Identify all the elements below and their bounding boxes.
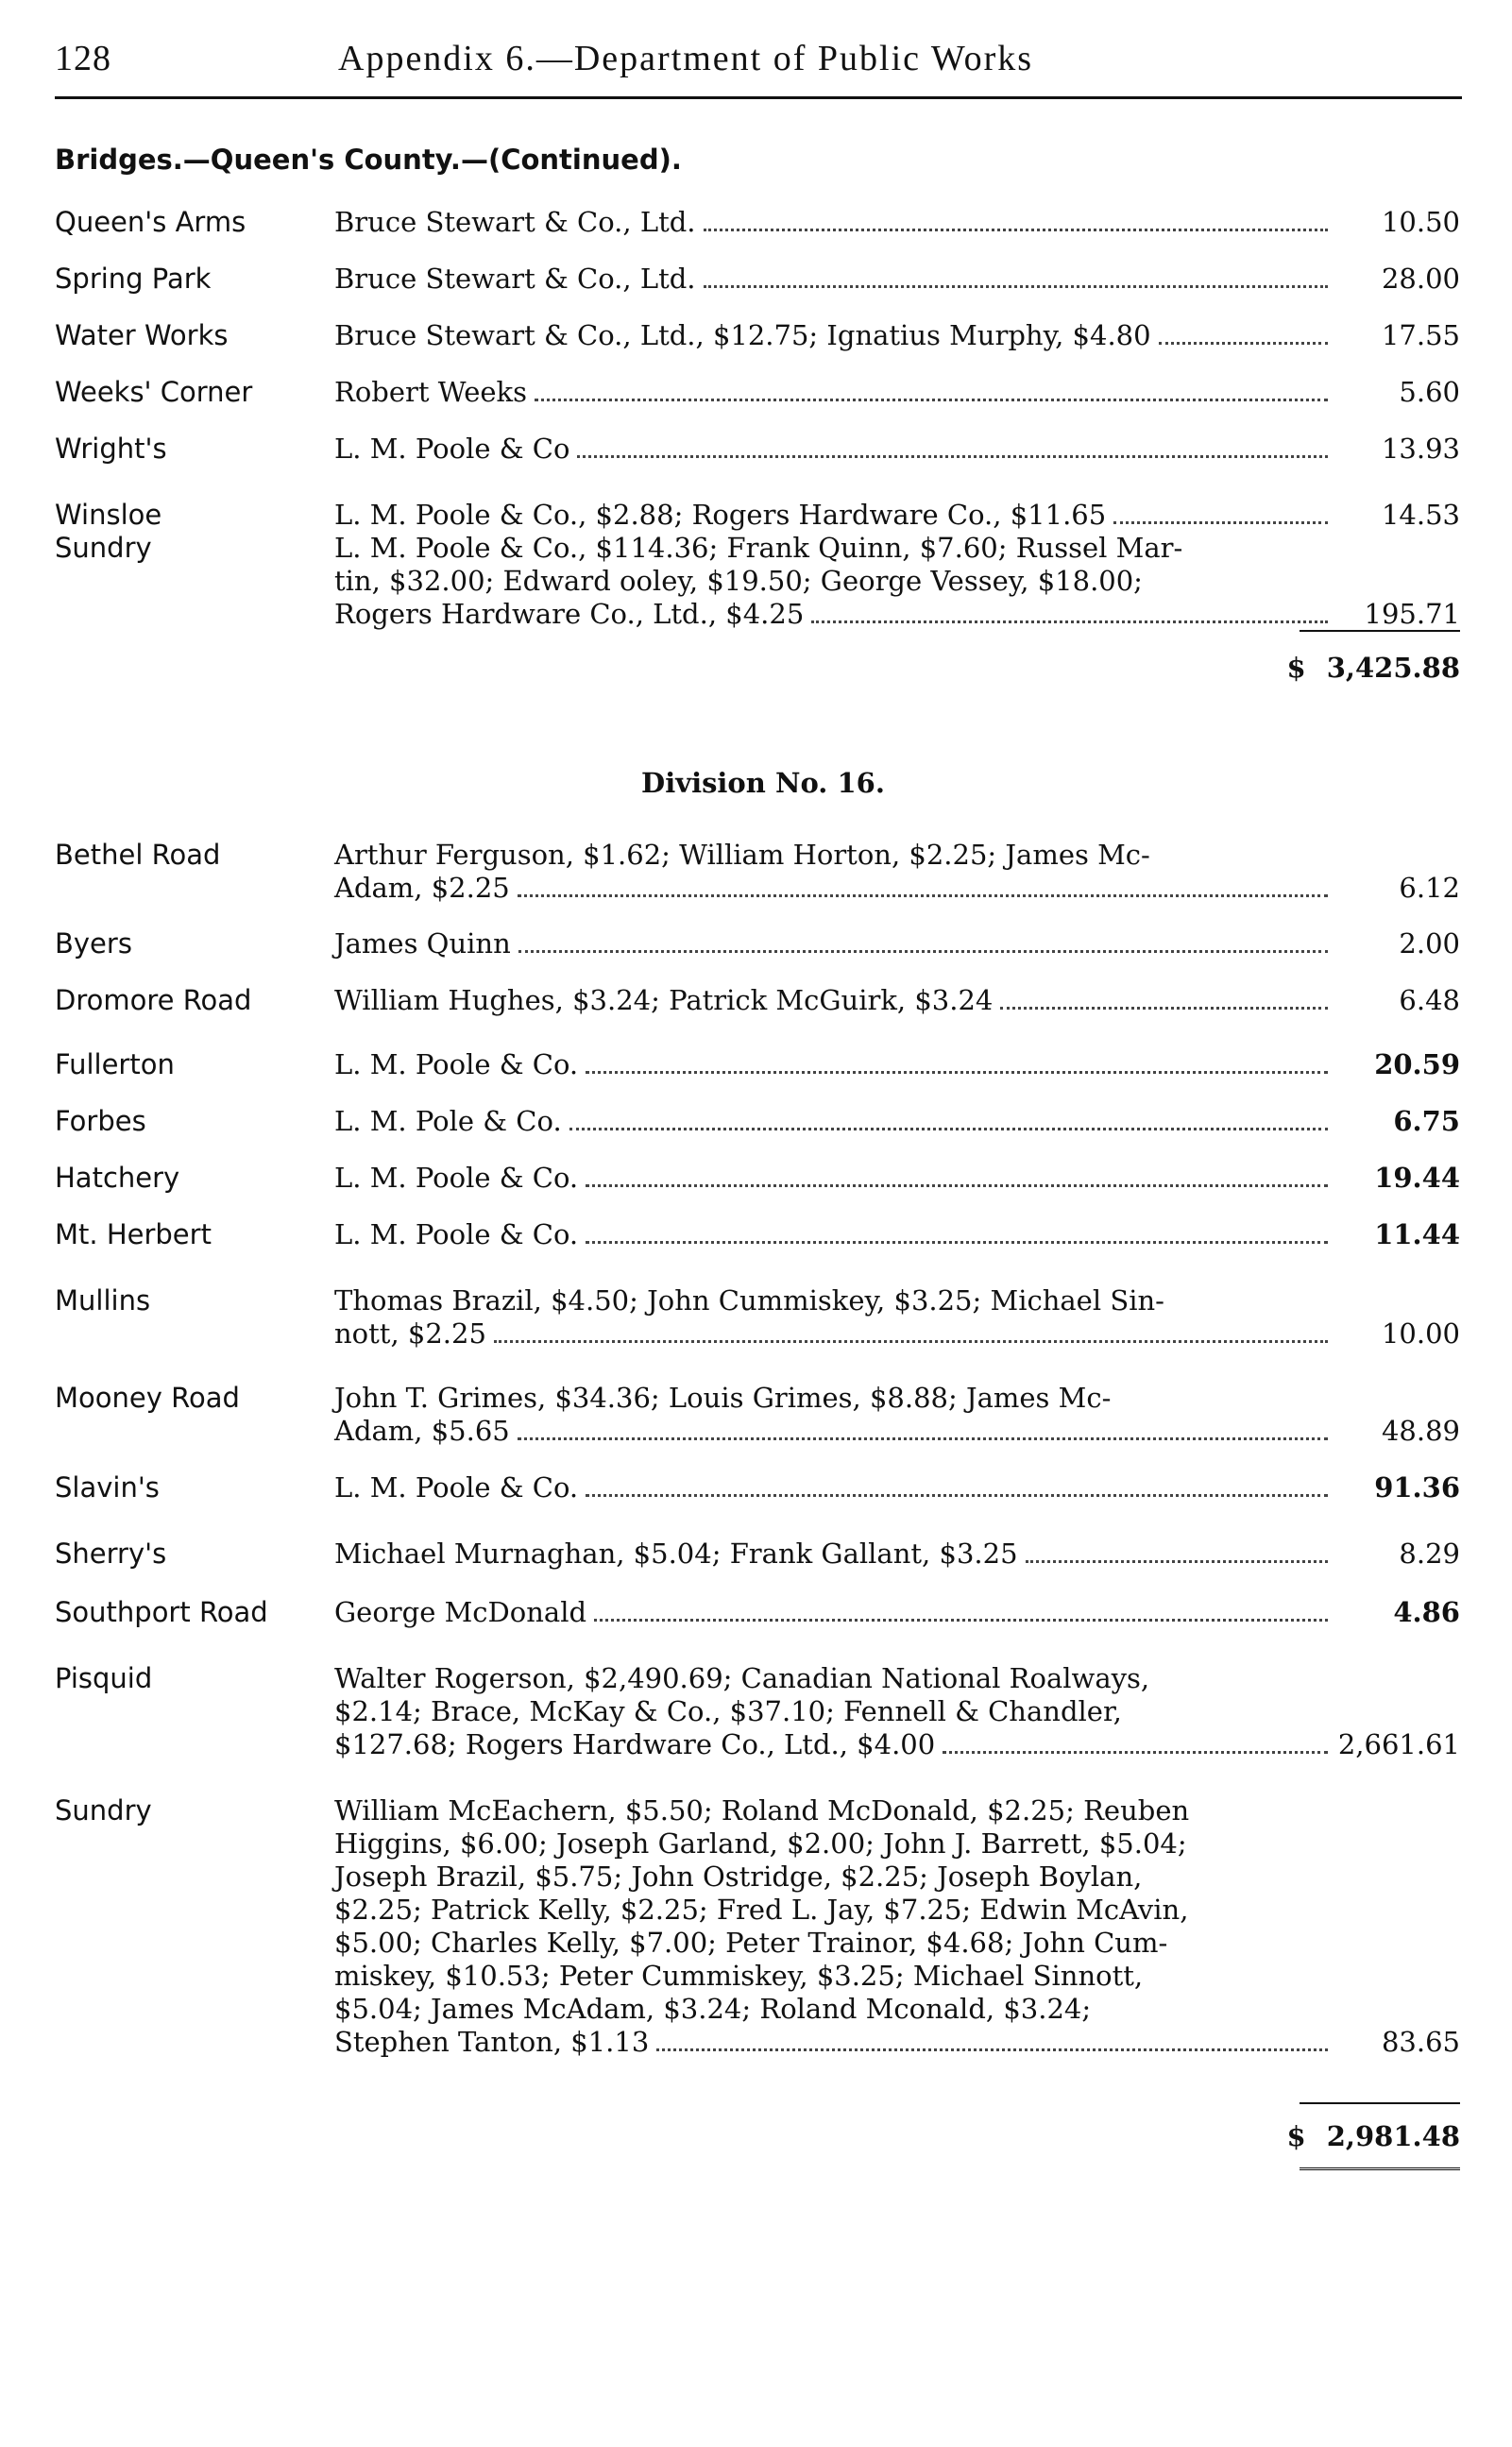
- description-line: L. M. Poole & Co.: [334, 1162, 579, 1194]
- place-name: Mt. Herbert: [55, 1218, 212, 1250]
- description-line: L. M. Poole & Co.: [334, 1048, 579, 1080]
- description-line: Robert Weeks: [334, 376, 527, 408]
- description-line: George McDonald: [334, 1596, 587, 1628]
- place-name: Mooney Road: [55, 1382, 240, 1414]
- place-name: Southport Road: [55, 1596, 268, 1628]
- place-name: Bethel Road: [55, 839, 221, 871]
- place-name: Sundry: [55, 532, 152, 564]
- dot-leader: [586, 1494, 1328, 1497]
- dot-leader: [518, 894, 1328, 897]
- payee-description: [334, 1284, 1332, 1351]
- description-line: Joseph Brazil, $5.75; John Ostridge, $2.25; Joseph Boylan,: [334, 1861, 1143, 1893]
- amount: 17.55: [1381, 319, 1460, 351]
- payee-description: [334, 984, 1332, 1017]
- dot-leader: [518, 950, 1328, 953]
- amount: 14.53: [1381, 499, 1460, 531]
- subtotal-rule: [1300, 630, 1460, 632]
- place-name: Hatchery: [55, 1162, 180, 1194]
- description-line: Adam, $2.25: [334, 872, 510, 904]
- payee-description: [334, 532, 1332, 631]
- total-amount: 3,425.88: [1326, 652, 1460, 684]
- description-line: L. M. Poole & Co., $2.88; Rogers Hardware Co., $11.65: [334, 499, 1107, 531]
- payee-description: [334, 263, 1332, 296]
- dot-leader: [656, 2048, 1328, 2051]
- description-line: Walter Rogerson, $2,490.69; Canadian National Roalways,: [334, 1662, 1150, 1694]
- dot-leader: [594, 1619, 1328, 1622]
- amount: 6.12: [1399, 872, 1460, 904]
- place-name: Water Works: [55, 319, 229, 351]
- description-line: Higgins, $6.00; Joseph Garland, $2.00; John J. Barrett, $5.04;: [334, 1827, 1187, 1860]
- description-line: miskey, $10.53; Peter Cummiskey, $3.25; Michael Sinnott,: [334, 1960, 1144, 1992]
- description-line: William Hughes, $3.24; Patrick McGuirk, $3.24: [334, 984, 994, 1016]
- payee-description: [334, 1048, 1332, 1081]
- header-rule: [55, 96, 1462, 99]
- description-line: William McEachern, $5.50; Roland McDonald, $2.25; Reuben: [334, 1794, 1190, 1827]
- total-dollar-sign: $: [1286, 652, 1306, 684]
- place-name: Byers: [55, 927, 132, 960]
- page-number: 128: [55, 39, 111, 78]
- description-line: Michael Murnaghan, $5.04; Frank Gallant, $3.25: [334, 1538, 1018, 1570]
- dot-leader: [577, 455, 1328, 458]
- total-double-rule: [1300, 2167, 1460, 2173]
- description-line: Bruce Stewart & Co., Ltd., $12.75; Ignatius Murphy, $4.80: [334, 319, 1151, 351]
- amount: 28.00: [1381, 263, 1460, 295]
- place-name: Dromore Road: [55, 984, 252, 1016]
- payee-description: [334, 206, 1332, 239]
- description-line: $127.68; Rogers Hardware Co., Ltd., $4.00: [334, 1728, 936, 1760]
- place-name: Sundry: [55, 1794, 152, 1827]
- description-line: L. M. Poole & Co., $114.36; Frank Quinn, $7.60; Russel Mar-: [334, 532, 1183, 564]
- description-line: $5.04; James McAdam, $3.24; Roland Mconald, $3.24;: [334, 1993, 1092, 2025]
- amount: 8.29: [1399, 1538, 1460, 1570]
- description-line: $5.00; Charles Kelly, $7.00; Peter Trainor, $4.68; John Cum-: [334, 1927, 1168, 1959]
- place-name: Queen's Arms: [55, 206, 246, 238]
- dot-leader: [1026, 1560, 1328, 1563]
- amount: 6.75: [1393, 1105, 1460, 1137]
- payee-description: [334, 839, 1332, 905]
- place-name: Pisquid: [55, 1662, 153, 1694]
- dot-leader: [1159, 342, 1328, 345]
- amount: 4.86: [1393, 1596, 1460, 1628]
- payee-description: [334, 1538, 1332, 1571]
- place-name: Slavin's: [55, 1471, 160, 1504]
- amount: 6.48: [1399, 984, 1460, 1016]
- amount: 5.60: [1399, 376, 1460, 408]
- dot-leader: [811, 620, 1328, 623]
- description-line: Adam, $5.65: [334, 1415, 510, 1447]
- description-line: Rogers Hardware Co., Ltd., $4.25: [334, 598, 805, 630]
- payee-description: [334, 1218, 1332, 1251]
- place-name: Wright's: [55, 433, 167, 465]
- dot-leader: [704, 285, 1328, 288]
- place-name: Spring Park: [55, 263, 212, 295]
- payee-description: [334, 1662, 1332, 1761]
- payee-description: [334, 1471, 1332, 1504]
- payee-description: [334, 499, 1332, 532]
- payee-description: [334, 1105, 1332, 1138]
- payee-description: [334, 319, 1332, 352]
- place-name: Mullins: [55, 1284, 151, 1317]
- description-line: tin, $32.00; Edward ooley, $19.50; George Vessey, $18.00;: [334, 565, 1143, 597]
- dot-leader: [518, 1437, 1328, 1440]
- description-line: L. M. Poole & Co: [334, 433, 570, 465]
- description-line: $2.25; Patrick Kelly, $2.25; Fred L. Jay, $7.25; Edwin McAvin,: [334, 1894, 1189, 1926]
- payee-description: [334, 927, 1332, 960]
- section-title: Bridges.—Queen's County.—(Continued).: [55, 144, 682, 176]
- description-line: L. M. Poole & Co.: [334, 1218, 579, 1250]
- page-header: [55, 38, 1462, 94]
- payee-description: [334, 1162, 1332, 1195]
- amount: 195.71: [1364, 598, 1460, 630]
- dot-leader: [1000, 1007, 1328, 1010]
- place-name: Fullerton: [55, 1048, 175, 1080]
- description-line: James Quinn: [334, 927, 511, 960]
- payee-description: [334, 376, 1332, 409]
- running-title: Appendix 6.—Department of Public Works: [338, 39, 1034, 78]
- dot-leader: [569, 1128, 1328, 1130]
- payee-description: [334, 1596, 1332, 1629]
- amount: 91.36: [1374, 1471, 1460, 1504]
- amount: 19.44: [1374, 1162, 1460, 1194]
- place-name: Forbes: [55, 1105, 146, 1137]
- amount: 10.00: [1381, 1317, 1460, 1350]
- division-title: Division No. 16.: [641, 767, 885, 799]
- dot-leader: [535, 399, 1328, 401]
- amount: 2.00: [1399, 927, 1460, 960]
- payee-description: [334, 433, 1332, 466]
- dot-leader: [586, 1184, 1328, 1187]
- description-line: Thomas Brazil, $4.50; John Cummiskey, $3.25; Michael Sin-: [334, 1284, 1164, 1317]
- amount: 11.44: [1374, 1218, 1460, 1250]
- amount: 2,661.61: [1337, 1728, 1460, 1760]
- total-dollar-sign: $: [1286, 2120, 1306, 2152]
- total-amount: 2,981.48: [1326, 2120, 1460, 2152]
- description-line: Bruce Stewart & Co., Ltd.: [334, 206, 696, 238]
- description-line: Stephen Tanton, $1.13: [334, 2026, 650, 2058]
- amount: 10.50: [1381, 206, 1460, 238]
- amount: 13.93: [1381, 433, 1460, 465]
- amount: 48.89: [1381, 1415, 1460, 1447]
- place-name: Winsloe: [55, 499, 162, 531]
- description-line: $2.14; Brace, McKay & Co., $37.10; Fennell & Chandler,: [334, 1695, 1122, 1727]
- amount: 20.59: [1374, 1048, 1460, 1080]
- description-line: John T. Grimes, $34.36; Louis Grimes, $8.88; James Mc-: [334, 1382, 1112, 1414]
- description-line: nott, $2.25: [334, 1317, 486, 1350]
- place-name: Weeks' Corner: [55, 376, 253, 408]
- place-name: Sherry's: [55, 1538, 167, 1570]
- description-line: Arthur Ferguson, $1.62; William Horton, $2.25; James Mc-: [334, 839, 1150, 871]
- dot-leader: [586, 1071, 1328, 1074]
- dot-leader: [943, 1751, 1328, 1754]
- description-line: L. M. Poole & Co.: [334, 1471, 579, 1504]
- payee-description: [334, 1382, 1332, 1448]
- dot-leader: [1113, 521, 1328, 524]
- amount: 83.65: [1381, 2026, 1460, 2058]
- dot-leader: [586, 1241, 1328, 1244]
- dot-leader: [704, 229, 1328, 231]
- description-line: Bruce Stewart & Co., Ltd.: [334, 263, 696, 295]
- section-total: [1252, 652, 1460, 684]
- dot-leader: [494, 1340, 1328, 1343]
- division-total: [1252, 2120, 1460, 2152]
- subtotal-rule: [1300, 2102, 1460, 2104]
- description-line: L. M. Pole & Co.: [334, 1105, 562, 1137]
- payee-description: [334, 1794, 1332, 2059]
